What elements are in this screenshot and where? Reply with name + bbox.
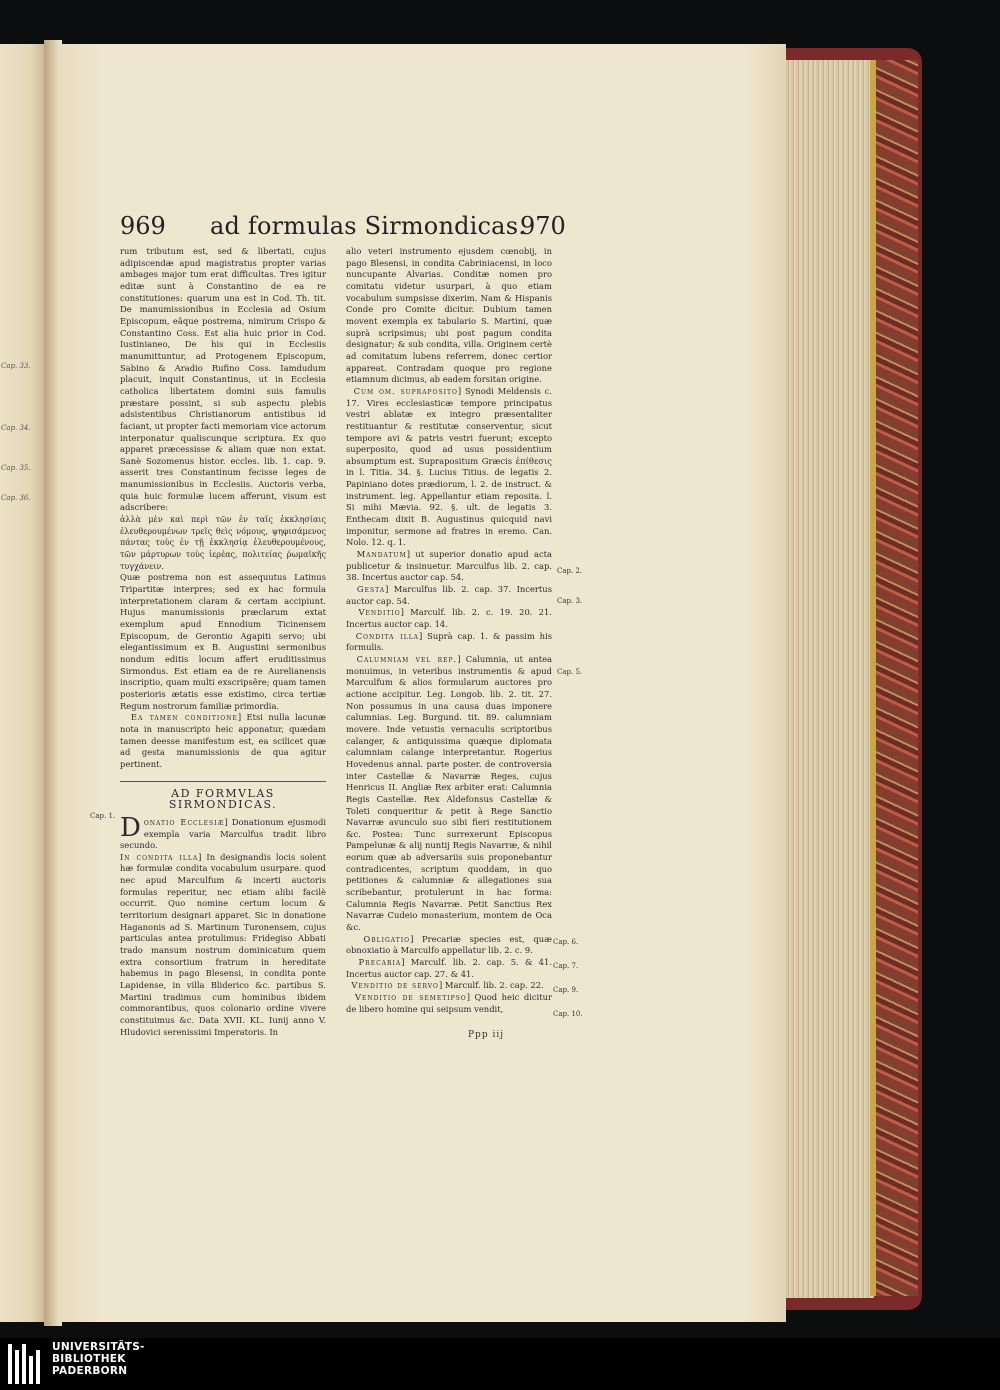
- paragraph: Venditio de semetipso] Quod heic dicitur de libero homine qui seipsum vendit,: [346, 992, 552, 1014]
- paragraph: In condita illa] In designandis locis solent hæ formulæ condita vocabulum usurpare. quod nec apud Marculfum & incerti auctoris formulas reperitur, nec etiam alibi facilè occurrit. Quo nomine certum locum & territorium designari apparet. Sic in donatione Haganonis ad S. Martinum Turonensem, cujus particulas antea protulimus: Fridegiso Abbati trado mansum nostrum dominicatum quem extra consortium fratrum in hereditate habemus in pago Blesensi, in condita ponte Lapidense, in villa Bliderico &c. partibus S. Martini tradimus cum hominibus ibidem commorantibus, quos colonario ordine vivere constituimus &c. Data XVII. KL. Iunij anno V. Hludovici serenissimi Imperatoris. In: [120, 851, 326, 1037]
- margin-note: Cap. 35.: [1, 464, 31, 472]
- paragraph: Donatio Ecclesiæ] Donationum ejusmodi exempla varia Marculfus tradit libro secundo.: [120, 812, 326, 851]
- marbled-edge: [870, 60, 918, 1296]
- page-block-edges: [786, 60, 874, 1298]
- paragraph: Venditio] Marculf. lib. 2. c. 19. 20. 21. Incertus auctor cap. 14.: [346, 607, 552, 629]
- margin-note: Cap. 33.: [1, 362, 31, 370]
- lemma: onatio Ecclesiæ: [143, 816, 225, 827]
- text-column-right: [346, 246, 552, 1015]
- margin-note: Cap. 6.: [553, 938, 579, 946]
- margin-note: Cap. 9.: [553, 986, 579, 994]
- left-margin-notes: [0, 44, 44, 1322]
- margin-note: Cap. 1.: [90, 812, 116, 820]
- drop-cap: D: [120, 812, 141, 843]
- lemma: Cum om. supraposito: [353, 385, 458, 396]
- lemma: Venditio de servo: [351, 980, 439, 991]
- paragraph: Calumniam vel rep.] Calumnia, ut antea monuimus, in veteribus instrumentis & apud Marculfum & alios formularum auctores pro actione accipitur. Leg. Longob. lib. 2. tit. 27. Non possumus in una causa duas imponere calumnias. Leg. Burgund. tit. 89. calumniam movere. Inde vetustis vernaculis scriptoribus calanger, & antiquissima quæque diplomata calumniam calange interpretantur. Rogerius Hovedenus annal. parte poster. de controversia inter Castellæ & Navarræ Reges, cujus Henricus II. Angliæ Rex arbiter erat: Calumnia Regis Castellæ. Rex Aldefonsus Castellæ & Toleti conqueritur & petit à Rege Sanctio Navarræ avunculo suo sibi fieri restitutionem &c. Postea: Tunc surrexerunt Episcopus Pampelunæ & alij nuntij Regis Navarræ, & nihil eorum quæ ab adversariis suis proponebantur contradicentes, scriptum quoddam, in quo petitiones & calumniæ & allegationes sua scribebantur, protulerunt in hac forma: Calumnia Regis Navarræ. Petit Sanctius Rex Navarræ Cudeio monasterium, montem de Oca &c.: [346, 653, 553, 933]
- left-page-edge: [0, 44, 44, 1322]
- paragraph: Condita illa] Suprà cap. 1. & passim his formulis.: [346, 630, 552, 653]
- paragraph: alio veteri instrumento ejusdem cœnobij, in pago Blesensi, in condita Cabriniacensi, in loco nuncupante Alvarias. Conditæ nomen pro comitatu videtur usurpari, à quo etiam vocabulum sumpsisse dixerim. Nam & Hispanis Conde pro Comite dicitur. Dubium tamen movent exempla ex tabulario S. Martini, quæ suprà scripsimus; ubi post pagum condita designatur; & sub condita, villa. Originem certè ad comitatum lubens referrem, donec certior appareat. Contradam quoque pro regione etiamnum dicimus, ab eadem forsitan origine.: [346, 246, 552, 385]
- lemma: Mandatum: [356, 549, 407, 560]
- lemma: Venditio de semetipso: [354, 992, 467, 1002]
- running-title: ad formulas Sirmondicas.: [210, 212, 527, 240]
- lemma: Condita illa: [355, 630, 420, 641]
- lemma: Venditio: [358, 607, 401, 618]
- lemma: Precaria: [358, 957, 402, 968]
- lemma: Calumniam vel rep.: [356, 653, 458, 664]
- footer-bar: [0, 1338, 1000, 1390]
- margin-note: Cap. 7.: [553, 962, 579, 970]
- lemma: Ea tamen conditione: [130, 712, 238, 723]
- margin-note: Cap. 3.: [557, 597, 583, 605]
- paragraph: Obligatio] Precariæ species est, quæ obnoxiatio à Marculfo appellatur lib. 2. c. 9.: [346, 933, 552, 956]
- margin-note: Cap. 34.: [1, 424, 31, 432]
- margin-note: Cap. 36.: [1, 494, 31, 502]
- page-number-left: 969: [120, 212, 166, 240]
- paragraph: Gesta] Marculfus lib. 2. cap. 37. Incertus auctor cap. 54.: [346, 584, 552, 606]
- margin-note: Cap. 2.: [557, 567, 583, 575]
- paragraph: Ea tamen conditione] Etsi nulla lacunæ nota in manuscripto heic apponatur, quædam tamen deesse manifestum est, ea scilicet quæ ad gesta manumissionis de qua agitur pertinent.: [120, 712, 327, 769]
- library-logo-text: [52, 1341, 145, 1377]
- section-rule: [120, 781, 326, 782]
- lemma: Obligatio: [363, 933, 411, 944]
- paragraph: Cum om. supraposito] Synodi Meldensis c. 17. Vires ecclesiasticæ tempore principatus vestri ablatæ ex integro præsentaliter restituantur & restitutæ conserventur, sicut tempore avi & patris vestri fuerunt; excepto superposito, quod ad usus possidentium absumptum est. Suprapositum Græcis ἐπίθεσις in l. Titia. 34. §. Lucius Titius. de legatis 2. Papiniano dotes prædiorum, l. 2. de instruct. & instrument. leg. Appellantur etiam reposita. l. Si mihi Mævia. 92. §. ult. de legatis 3. Enthecam dixit B. Augustinus quicquid navi imponitur, sermone ad fratres in eremo. Can. Nolo. 12. q. 1.: [346, 385, 552, 548]
- paragraph: Precaria] Marculf. lib. 2. cap. 5. & 41. Incertus auctor cap. 27. & 41.: [346, 957, 553, 979]
- paragraph: Quæ postrema non est assequutus Latinus Tripartitæ interpres; sed ex hac formula interpretationem claram & certam accipiunt. Hujus manumissionis præclarum extat exemplum apud Ennodium Ticinensem Episcopum, de Gerontio Agapiti servo; ubi elegantissimum ex B. Augustini sermonibus nondum editis locum affert eruditissimus Sirmondus. Est etiam ea de re Aurelianensis inscriptio, quam multi exscripsêre; quam tamen posterioris ætatis esse existimo, circa tertiæ Regum nostrorum familiæ primordia.: [120, 572, 326, 711]
- signature-mark: Ppp iij: [468, 1030, 504, 1040]
- greek-quotation: ἀλλὰ μὲν καὶ περὶ τῶν ἐν ταῖς ἐκκλησίαις ἐλευθερουμένων τρεῖς θεὶς νόμους, ψηφισάμενος πάντας τοὺς ἐν τῇ ἐκκλησίᾳ ἐλευθερουμένους, τῶν μάρτυρων τοὺς ἱερέας, πολιτείας ῥωμαϊκῆς τυγχάνειν.: [120, 515, 326, 571]
- library-logo-icon: [8, 1342, 46, 1386]
- text-column-left: [120, 246, 326, 1038]
- paragraph: Venditio de servo] Marculf. lib. 2. cap. 22.: [351, 980, 544, 991]
- logo-line: BIBLIOTHEK: [52, 1353, 126, 1365]
- section-title: AD FORMVLAS SIRMONDICAS.: [168, 786, 278, 812]
- margin-note: Cap. 10.: [553, 1010, 583, 1018]
- lemma: In condita illa: [120, 851, 199, 862]
- logo-line: PADERBORN: [52, 1365, 128, 1377]
- paragraph: rum tributum est, sed & libertati, cujus adipiscendæ apud magistratus propter varias ambages major tum erat difficultas. Tres igitur editæ sunt à Constantino de ea re constitutiones: quarum una est in Cod. Th. tit. De manumissionibus in Ecclesia ad Osium Episcopum, eâque postrema, nimirum Crispo & Constantino Coss. Est alia huic prior in Cod. Iustinianeo, De his qui in Ecclesiis manumittuntur, ad Protogenem Episcopum, Sabino & Aradio Rufino Coss. Iamdudum placuit, inquit Constantinus, ut in Ecclesia catholica libertatem domini suis famulis præstare possint, si sub aspectu plebis adsistentibus Christianorum antistibus id faciant, ut propter facti memoriam vice actorum interponatur qualiscunque scriptura. Ex quo apparet præcessisse & aliam quæ non extat. Sanè Sozomenus histor. eccles. lib. 1. cap. 9. asserit tres Constantinum fecisse leges de manumissionibus in Ecclesiis. Auctoris verba, quia huic formulæ lucem afferunt, visum est adscribere:: [120, 246, 326, 513]
- logo-line: UNIVERSITÄTS-: [52, 1341, 145, 1353]
- paragraph: Mandatum] ut superior donatio apud acta publicetur & insinuetur. Marculfus lib. 2. cap. 38. Incertus auctor cap. 54.: [346, 549, 552, 583]
- lemma: Gesta: [356, 584, 386, 595]
- page-number-right: 970: [520, 212, 566, 240]
- margin-note: Cap. 5.: [557, 668, 583, 676]
